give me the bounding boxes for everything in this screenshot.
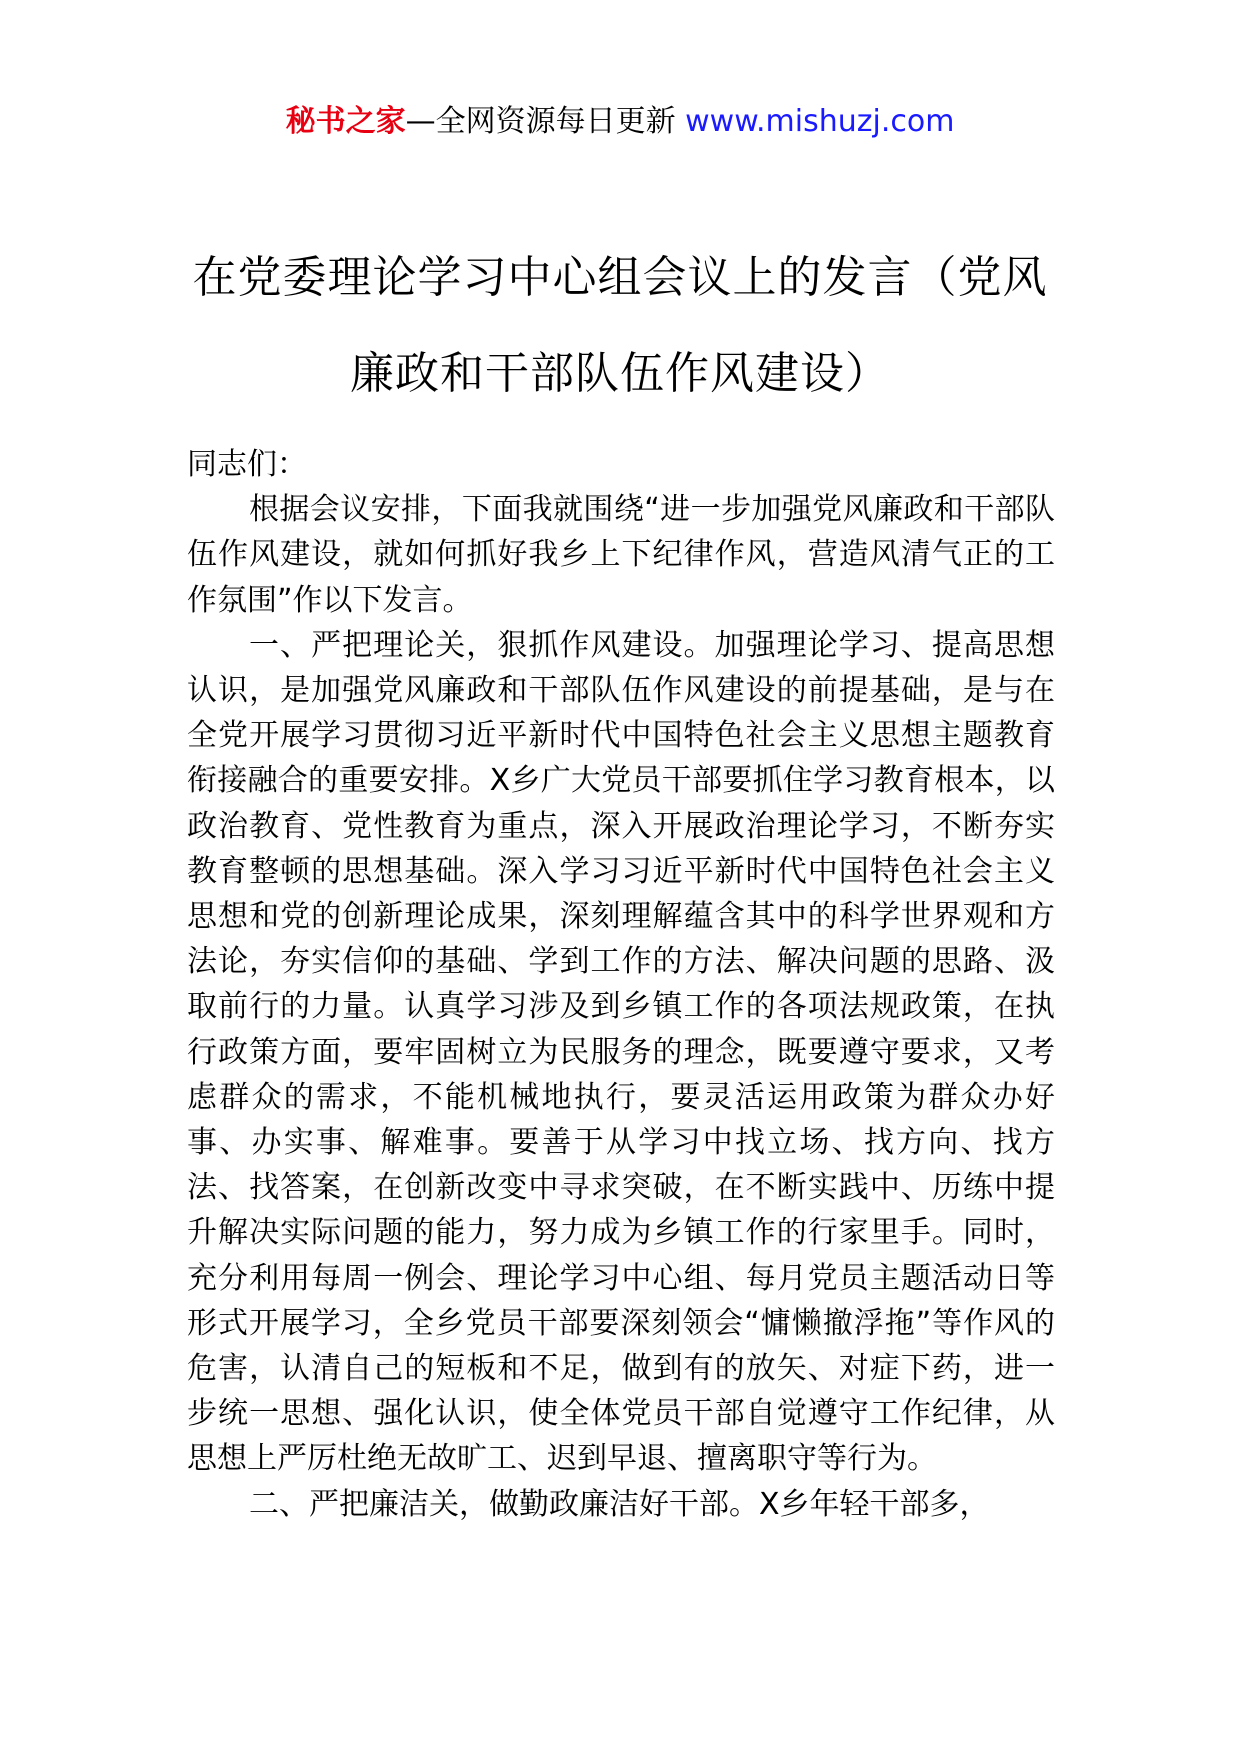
salutation: 同志们： — [187, 447, 307, 482]
paragraph-intro: 根据会议安排，下面我就围绕“进一步加强党风廉政和干部队伍作风建设，就如何抓好我乡上下纪律作风，营造风清气正的工作氛围”作以下发言。 — [187, 492, 1055, 618]
site-header — [0, 100, 1240, 144]
paragraph-section-one: 一、严把理论关，狠抓作风建设。加强理论学习、提高思想认识，是加强党风廉政和干部队伍作风建设的前提基础，是与在全党开展学习贯彻习近平新时代中国特色社会主义思想主题教育衔接融合的重要安排。X乡广大党员干部要抓住学习教育根本，以政治教育、党性教育为重点，深入开展政治理论学习，不断夯实教育整顿的思想基础。深入学习习近平新时代中国特色社会主义思想和党的创新理论成果，深刻理解蕴含其中的科学世界观和方法论，夯实信仰的基础、学到工作的方法、解决问题的思路、汲取前行的力量。认真学习涉及到乡镇工作的各项法规政策，在执行政策方面，要牢固树立为民服务的理念，既要遵守要求，又考虑群众的需求，不能机械地执行，要灵活运用政策为群众办好事、办实事、解难事。要善于从学习中找立场、找方向、找方法、找答案，在创新改变中寻求突破，在不断实践中、历练中提升解决实际问题的能力，努力成为乡镇工作的行家里手。同时，充分利用每周一例会、理论学习中心组、每月党员主题活动日等形式开展学习，全乡党员干部要深刻领会“慵懒撤浮拖”等作风的危害，认清自己的短板和不足，做到有的放矢、对症下药，进一步统一思想、强化认识，使全体党员干部自觉遵守工作纪律，从思想上严厉杜绝无故旷工、迟到早退、擅离职守等行为。 — [187, 627, 1055, 1477]
site-tagline: —全网资源每日更新 — [405, 104, 686, 139]
document-title: 在党委理论学习中心组会议上的发言（党风廉政和干部队伍作风建设） — [192, 252, 1048, 399]
site-brand: 秘书之家 — [285, 104, 406, 139]
document-body — [187, 442, 1055, 1527]
paragraph-section-two: 二、严把廉洁关，做勤政廉洁好干部。X乡年轻干部多， — [249, 1486, 990, 1522]
site-url-link[interactable]: www.mishuzj.com — [685, 104, 955, 139]
